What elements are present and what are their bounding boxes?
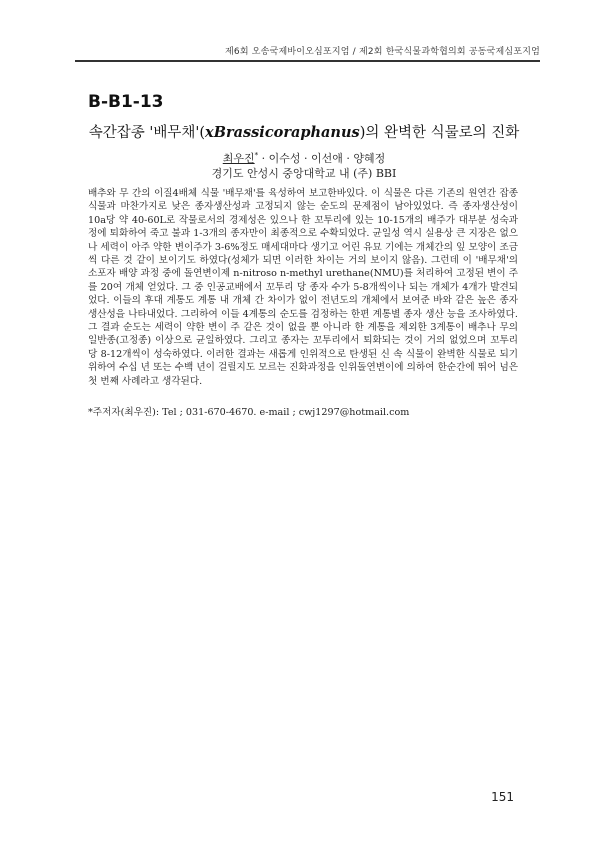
coauthors: · 이수성 · 이선애 · 양혜정	[261, 152, 386, 165]
abstract-code: B-B1-13	[88, 92, 164, 112]
paper-title	[88, 121, 520, 142]
author-line	[88, 150, 520, 166]
abstract-paragraph: 배추와 무 간의 이질4배체 식물 '배무채'를 육성하여 보고한바있다. 이 식물은 다른 기존의 원연간 잡종식물과 마찬가지로 낮은 종자생산성과 고정되지 않는 순도의 문제점이 남아있었다. 즉 종자생산성이 10a당 약 40-60L로 작물로서의 경제성은 있으나 한 꼬투리에 있는 10-15개의 배주가 대부분 성숙과정에 퇴화하여 죽고 불과 1-3개의 종자만이 최종적으로 수확되었다. 균일성 역시 실용상 큰 지장은 없으나 세력이 아주 약한 변이주가 3-6%정도 매세대마다 생기고 어린 유묘 기에는 개체간의 잎 모양이 조금씩 다른 것 같이 보이기도 하였다(성체가 되면 이러한 차이는 거의 보이지 않음). 그런데 이 '배무채'의 소포자 배양 과정 중에 돌연변이제 n-nitroso n-methyl urethane(NMU)를 처리하여 고정된 변이 주를 20여 개체 얻었다. 그 중 인공교배에서 꼬투리 당 종자 수가 5-8개씩이나 되는 개체가 4개가 발견되었다. 이들의 후대 계통도 계통 내 개체 간 차이가 없이 전년도의 개체에서 보여준 바와 같은 높은 종자 생산성을 나타내었다. 그리하여 이들 4계통의 순도를 검정하는 한편 계통별 종자 생산 능을 조사하였다. 그 결과 순도는 세력이 약한 변이 주 같은 것이 없을 뿐 아니라 한 계통을 제외한 3계통이 배추나 무의 일반종(고정종) 이상으로 균일하였다. 그리고 종자는 꼬투리에서 퇴화되는 것이 거의 없었으며 꼬투리 당 8-12개씩이 성숙하였다. 이러한 결과는 새롭게 인위적으로 탄생된 신 속 식물이 완벽한 식물로 되기 위하여 수십 년 또는 수백 년이 걸릴지도 모르는 진화과정을 인위돌연변이에 의하여 한순간에 뛰어 넘은 첫 번째 사례라고 생각된다.	[88, 188, 518, 387]
title-scientific-name: xBrassicoraphanus	[205, 124, 360, 141]
running-header: 제6회 오송국제바이오심포지엄 / 제2회 한국식물과학협의회 공동국제심포지엄	[225, 47, 540, 57]
contact-info: *주저자(최우진): Tel ; 031-670-4670. e-mail ; cwj1297@hotmail.com	[88, 407, 410, 418]
affiliation: 경기도 안성시 중앙대학교 내 (주) BBI	[211, 167, 397, 180]
title-part-after: )의 완벽한 식물로의 진화	[359, 125, 520, 141]
page-number: 151	[491, 790, 514, 804]
corresponding-author: 최우진	[222, 152, 255, 165]
header-divider	[75, 60, 540, 62]
corresponding-mark: *	[254, 151, 259, 160]
abstract-body	[88, 187, 518, 388]
title-part-before: 속간잡종 '배무채'(	[88, 125, 206, 141]
